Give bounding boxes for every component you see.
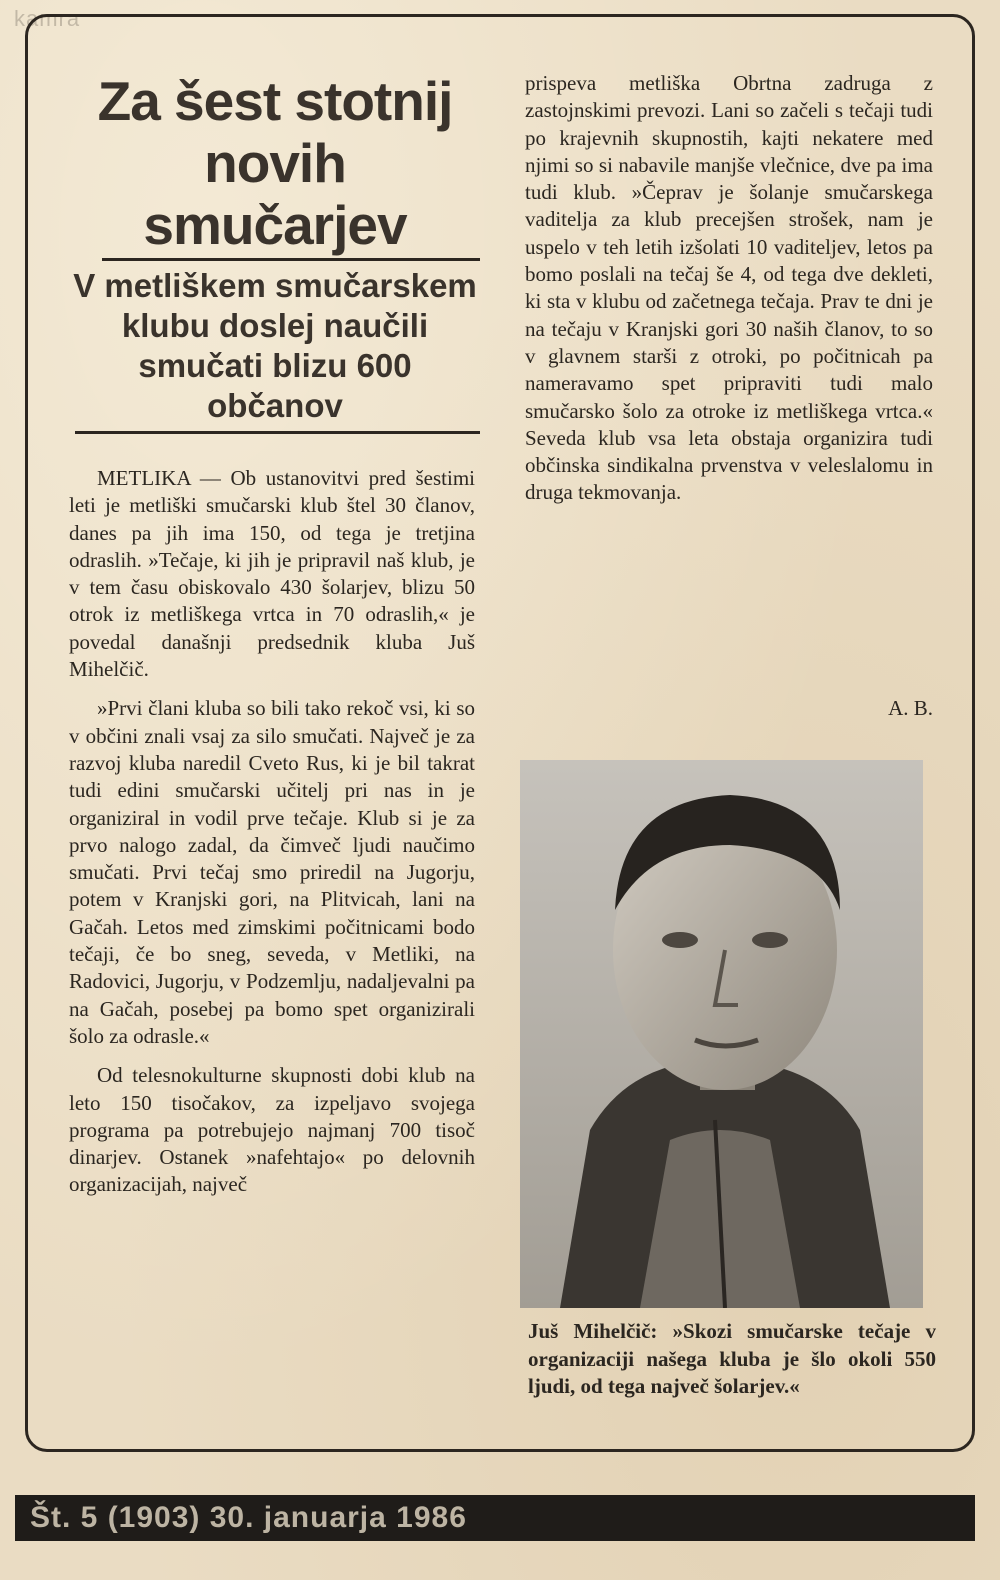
article-subheadline: V metliškem smučarskem klubu doslej naučili smučati blizu 600 občanov (73, 267, 477, 424)
author-signature: A. B. (888, 696, 933, 720)
headline-divider (102, 258, 480, 261)
right-column (525, 70, 933, 507)
subheadline-divider (75, 431, 480, 434)
portrait-illustration (520, 760, 923, 1308)
paragraph-intro: METLIKA — Ob ustanovitvi pred šestimi leti je metliški smučarski klub štel 30 članov, danes pa jih ima 150, od tega je tretjina odraslih. »Tečaje, ki jih je pripravil naš klub, je v tem času obiskovalo 430 šolarjev, blizu 50 otrok iz metliškega vrtca in 70 odraslih,« je povedal današnji predsednik kluba Juš Mihelčič. (69, 466, 475, 682)
paragraph-history: »Prvi člani kluba so bili tako rekoč vsi, ki so v občini znali vsaj za silo smučati. Največ je za razvoj kluba naredil Cveto Rus, ki je bil takrat tudi edini smučarski učitelj pri nas in je organiziral in vodil prve tečaje. Klub si je za prvo nalogo zadal, da čimveč ljudi naučimo smučati. Prvi tečaj smo priredil na Jugorju, potem v Kranjski gori, na Plitvicah, lani na Gačah. Letos med zimskimi počitnicami bodo tečaji, če bo sneg, seveda, v Metliki, na Radovici, Jugorju, v Podzemlju, nadaljevalni pa na Gačah, posebej pa bomo spet organizirali šolo za odrasle.« (69, 696, 475, 1048)
issue-date: Št. 5 (1903) 30. januarja 1986 (30, 1501, 467, 1534)
left-column (69, 465, 475, 1199)
paragraph-funding: Od telesnokulturne skupnosti dobi klub na leto 150 tisočakov, za izpeljavo svojega programa pa potrebujejo najmanj 700 tisoč dinarjev. Ostanek »nafehtajo« po delovnih organizacijah, največ (69, 1063, 475, 1197)
portrait-photo (520, 760, 923, 1308)
article-headline: Za šest stotnij novih smučarjev (97, 70, 453, 256)
photo-caption: Juš Mihelčič: »Skozi smučarske tečaje v organizaciji našega kluba je šlo okoli 550 ljudi, od tega največ šolarjev.« (528, 1319, 936, 1398)
paragraph-continuation: prispeva metliška Obrtna zadruga z zastojnskimi prevozi. Lani so začeli s tečaji tudi po krajevnih skupnostih, kajti nekatere med njimi so si nabavile manjše vlečnice, dve pa ima tudi klub. »Čeprav je šolanje smučarskega vaditelja za klub precejšen strošek, nam je uspelo v teh letih izšolati 10 vaditeljev, letos pa bomo poslali na tečaj še 4, od tega dve dekleti, ki sta v klubu od začetnega tečaja. Prav te dni je na tečaju v Kranjski gori 30 naših članov, to so v glavnem starši z otroki, po počitnicah pa nameravamo spet pripraviti tudi malo smučarsko šolo za otroke iz metliškega vrtca.« Seveda klub vsa leta obstaja organizira tudi občinska sindikalna prvenstva v veleslalomu in druga tekmovanja. (525, 71, 933, 505)
watermark-logo: kamra (14, 6, 81, 31)
